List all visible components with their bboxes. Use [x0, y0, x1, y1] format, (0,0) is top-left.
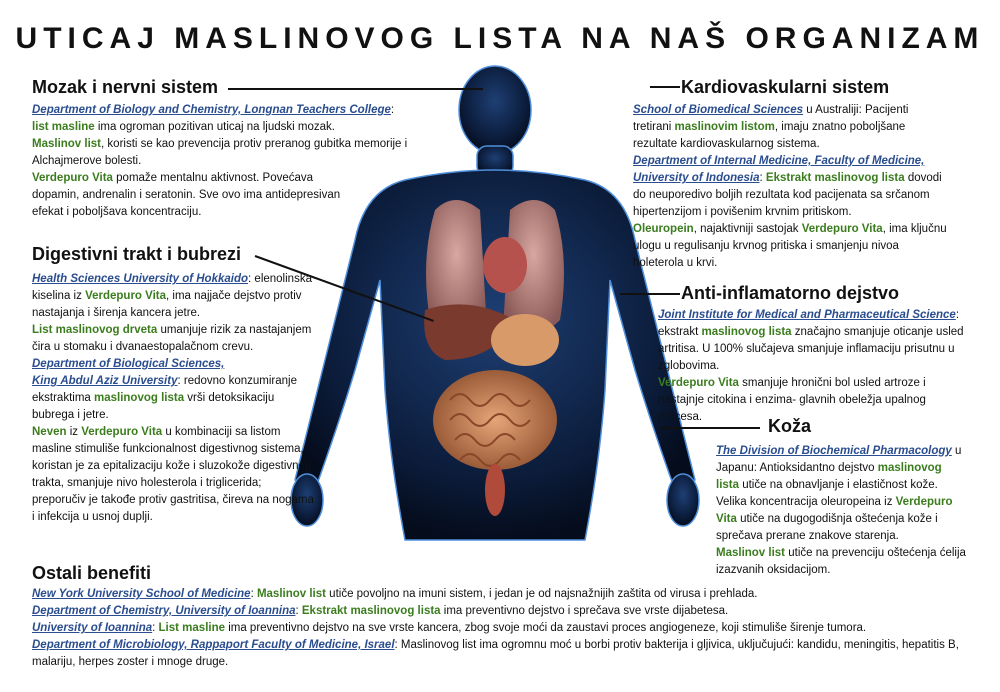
- connector-anti: [620, 293, 680, 295]
- block-brain: Department of Biology and Chemistry, Longnan Teachers College: list masline ima ogroman pozitivan uticaj na ljudski mozak. Maslinov list, koristi se kao prevencija protiv preranog gubitka memorije i Alchajmerove bolesti. Verdepuro Vita pomaže mentalnu aktivnost. Povećava dopamin, andrenalin i seratonin. Sve ovo ima antidepresivan efekat i poboljšava koncentraciju.: [32, 104, 408, 218]
- heading-other: Ostali benefiti: [32, 563, 152, 583]
- block-cardio: School of Biomedical Sciences u Australiji: Pacijenti tretirani maslinovim listom, imaju znatno poboljšane rezultate kardiovaskularnog sistema. Department of Internal Medicine, Faculty of Medicine, University of Indonesia: Ekstrakt maslinovog lista dovodi do neuporedivo boljih rezultata kod pacijenata sa srčanom hipertenzijom i povišenim krvnim pritiskom. Oleuropein, najaktivniji sastojak Verdepuro Vita, ima ključnu ulogu u regulisanju krvnog pritiska i smanjenju nivoa holeterola u krvi.: [633, 104, 947, 269]
- heading-brain: Mozak i nervni sistem: [32, 77, 219, 97]
- source-link[interactable]: Department of Microbiology, Rappaport Faculty of Medicine, Israel: [32, 639, 395, 651]
- block-skin: The Division of Biochemical Pharmacology u Japanu: Antioksidantno dejstvo maslinovog lista utiče na obnavljanje i elastičnost kože. Velika koncentracija oleuropeina iz Verdepuro Vita utiče na dugogodišnja oštećenja kože i sprečava prerane znakove starenja. Maslinov list utiče na prevenciju oštećenja ćelija izazvanih oksidacijom.: [716, 445, 966, 576]
- block-digestive: Health Sciences University of Hokkaido: elenolinska kiselina iz Verdepuro Vita, ima najjače dejstvo protiv nastajanja i širenja kancera jetre. List maslinovog drveta umanjuje rizik za nastajanjem čira u stomaku i dvanaestopalačnom crevu. Department of Biological Sciences, King Abdul Aziz University: redovno konzumiranje ekstraktima maslinovog lista vrši detoksikaciju bubrega i jetre. Neven iz Verdepuro Vita u kombinaciji sa listom masline stimuliše funkcionalnost digestivnog sistema, koristan je za epitalizaciju kože i sluzokože digestivnog trakta, smanjuje nivo holesterola i triglicerida; preporučiv je takođe protiv gastritisa, čireva na nogama i infekcija u usnoj duplji.: [32, 273, 314, 523]
- source-link[interactable]: Department of Biological Sciences,: [32, 358, 225, 370]
- connector-skin: [660, 427, 760, 429]
- source-link[interactable]: School of Biomedical Sciences: [633, 104, 803, 116]
- heading-skin: Koža: [768, 416, 812, 436]
- source-link[interactable]: The Division of Biochemical Pharmacology: [716, 445, 952, 457]
- page-title: UTICAJ MASLINOVOG LISTA NA NAŠ ORGANIZAM: [15, 22, 985, 55]
- heading-cardio: Kardiovaskularni sistem: [681, 77, 890, 97]
- source-link[interactable]: Health Sciences University of Hokkaido: [32, 273, 249, 285]
- connector-cardio: [650, 86, 680, 88]
- block-other: New York University School of Medicine: Maslinov list utiče povoljno na imuni sistem, i jedan je od najsnažnijih zaštita od virusa i prehlada. Department of Chemistry, University of Ioannina: Ekstrakt maslinovog lista ima preventivno dejstvo i sprečava sve vrste dijabetesa. University of Ioannina: List masline ima preventivno dejstvo na sve vrste kancera, zbog svoje moći da zaustavi proces angiogeneze, koji stimuliše širenje tumora. Department of Microbiology, Rappaport Faculty of Medicine, Israel: Maslinovog list ima ogromnu moć u borbi protiv bakterija i gljivica, uključujući: kandidu, meningitis, hepatitis B, malariju, herpes zoster i mnoge druge.: [32, 588, 959, 668]
- block-anti: Joint Institute for Medical and Pharmaceutical Science: ekstrakt maslinovog lista značajno smanjuje oticanje usled artritisa. U 100% slučajeva smanjuje inflamaciju prisutnu u zglobovima. Verdepuro Vita smanjuje hronični bol usled artroze i nastajnje citokina i enzima- glavnih obeležja upalnog procesa.: [658, 309, 964, 423]
- source-link[interactable]: King Abdul Aziz University: [32, 375, 178, 387]
- source-link[interactable]: Joint Institute for Medical and Pharmaceutical Science: [658, 309, 956, 321]
- heading-anti: Anti-inflamatorno dejstvo: [681, 283, 900, 303]
- source-link[interactable]: New York University School of Medicine: [32, 588, 251, 600]
- source-link[interactable]: Department of Chemistry, University of Ioannina: [32, 605, 296, 617]
- connector-brain: [228, 88, 483, 90]
- source-link[interactable]: Department of Internal Medicine, Faculty of Medicine, University of Indonesia: [633, 155, 925, 184]
- heading-digestive: Digestivni trakt i bubrezi: [32, 244, 242, 264]
- source-link[interactable]: University of Ioannina: [32, 622, 153, 634]
- source-link[interactable]: Department of Biology and Chemistry, Longnan Teachers College: [32, 104, 391, 116]
